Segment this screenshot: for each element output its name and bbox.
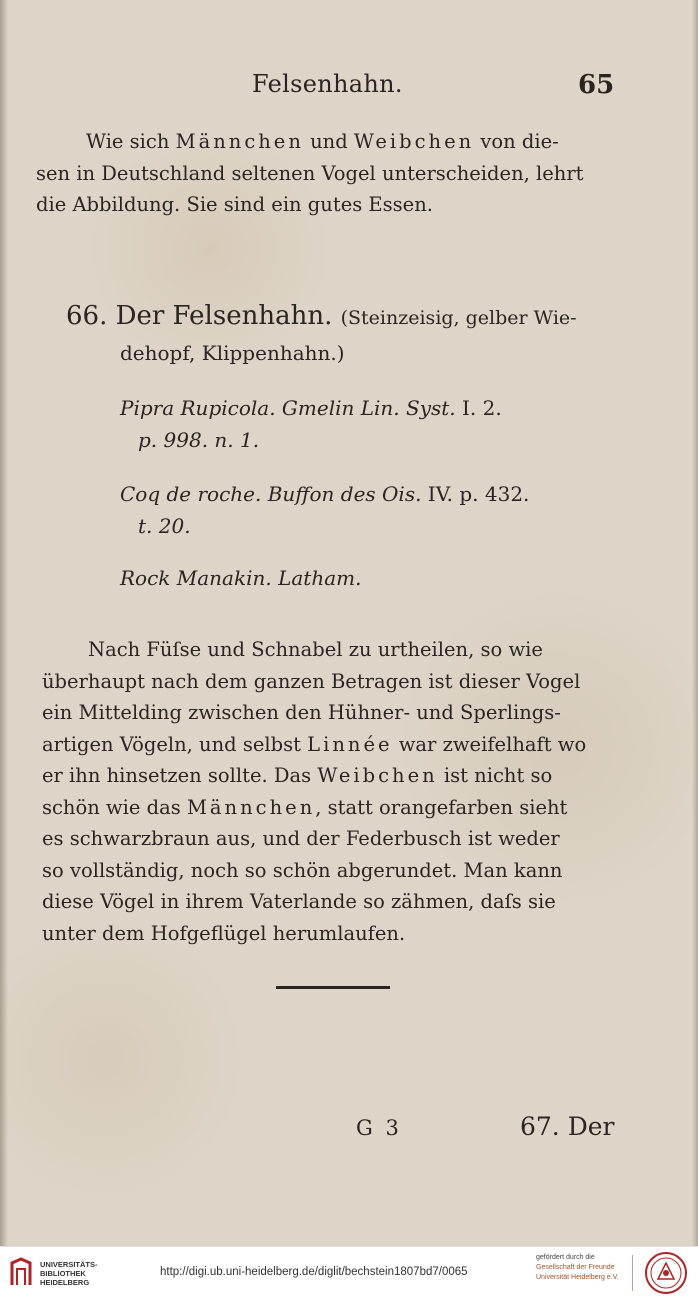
desc-line-4: artigen Vögeln, und selbst Linnée war zweifelhaft wo [42,732,587,756]
page-number: 65 [578,70,615,100]
description-paragraph [42,634,620,949]
emphasis-weibchen: Weibchen [353,130,475,153]
species-synonyms-2: dehopf, Klippenhahn.) [120,341,345,365]
reference-buffon: Coq de roche. Buffon des Ois. IV. p. 432. t. 20. [120,482,530,538]
emphasis-weibchen-2: Weibchen [317,764,438,787]
library-name: UNIVERSITÄTS- BIBLIOTHEK HEIDELBERG [40,1260,98,1287]
desc-line-5: er ihn hinsetzen sollte. Das Weibchen ist nicht so [42,764,553,787]
desc-line-2: überhaupt nach dem ganzen Betragen ist dieser Vogel [42,669,581,693]
desc-line-8: so vollständig, noch so schön abgerundet. Man kann [42,858,563,882]
university-seal-icon [644,1251,688,1295]
funding-credit: gefördert durch die Gesellschaft der Freunde Universität Heidelberg e.V. [536,1254,619,1281]
species-heading [66,298,626,370]
desc-line-7: es schwarzbraun aus, und der Federbusch ist weder [42,827,560,850]
desc-line-3: ein Mittelding zwischen den Hühner- und Sperlings- [42,701,561,724]
intro-line-3: die Abbildung. Sie sind ein gutes Essen. [36,193,433,216]
desc-line-1: Nach Füſse und Schnabel zu urtheilen, so wie [88,638,543,661]
running-head [0,70,698,104]
desc-line-10: unter dem Hofgeflügel herumlaufen. [42,921,406,945]
university-library-logo-icon [8,1257,34,1289]
emphasis-linnee: Linnée [307,732,393,756]
section-divider-rule [276,986,390,989]
desc-line-9: diese Vögel in ihrem Vaterlande so zähmen, daſs sie [42,890,556,913]
desc-line-6: schön wie das Männchen, statt orangefarben sieht [42,795,568,819]
signature-mark: G 3 [356,1116,402,1140]
intro-line-2: sen in Deutschland seltenen Vogel unterscheiden, lehrt [36,161,584,185]
emphasis-maennchen-2: Männchen [186,795,316,819]
footer-divider [632,1255,633,1291]
running-title: Felsenhahn. [252,70,403,98]
permalink-url[interactable]: http://digi.ub.uni-heidelberg.de/diglit/bechstein1807bd7/0065 [160,1266,468,1278]
viewer-footer [0,1246,698,1299]
intro-line-1: Wie sich Männchen und Weibchen von die- [86,130,559,153]
catchword: 67. Der [520,1112,615,1141]
species-synonyms-1: (Steinzeisig, gelber Wie- [340,307,577,329]
intro-paragraph [36,126,616,221]
reference-latham: Rock Manakin. Latham. [120,566,362,590]
species-title: 66. Der Felsenhahn. [66,301,333,331]
emphasis-maennchen: Männchen [175,130,304,153]
reference-gmelin: Pipra Rupicola. Gmelin Lin. Syst. I. 2. p. 998. n. 1. [120,396,502,452]
